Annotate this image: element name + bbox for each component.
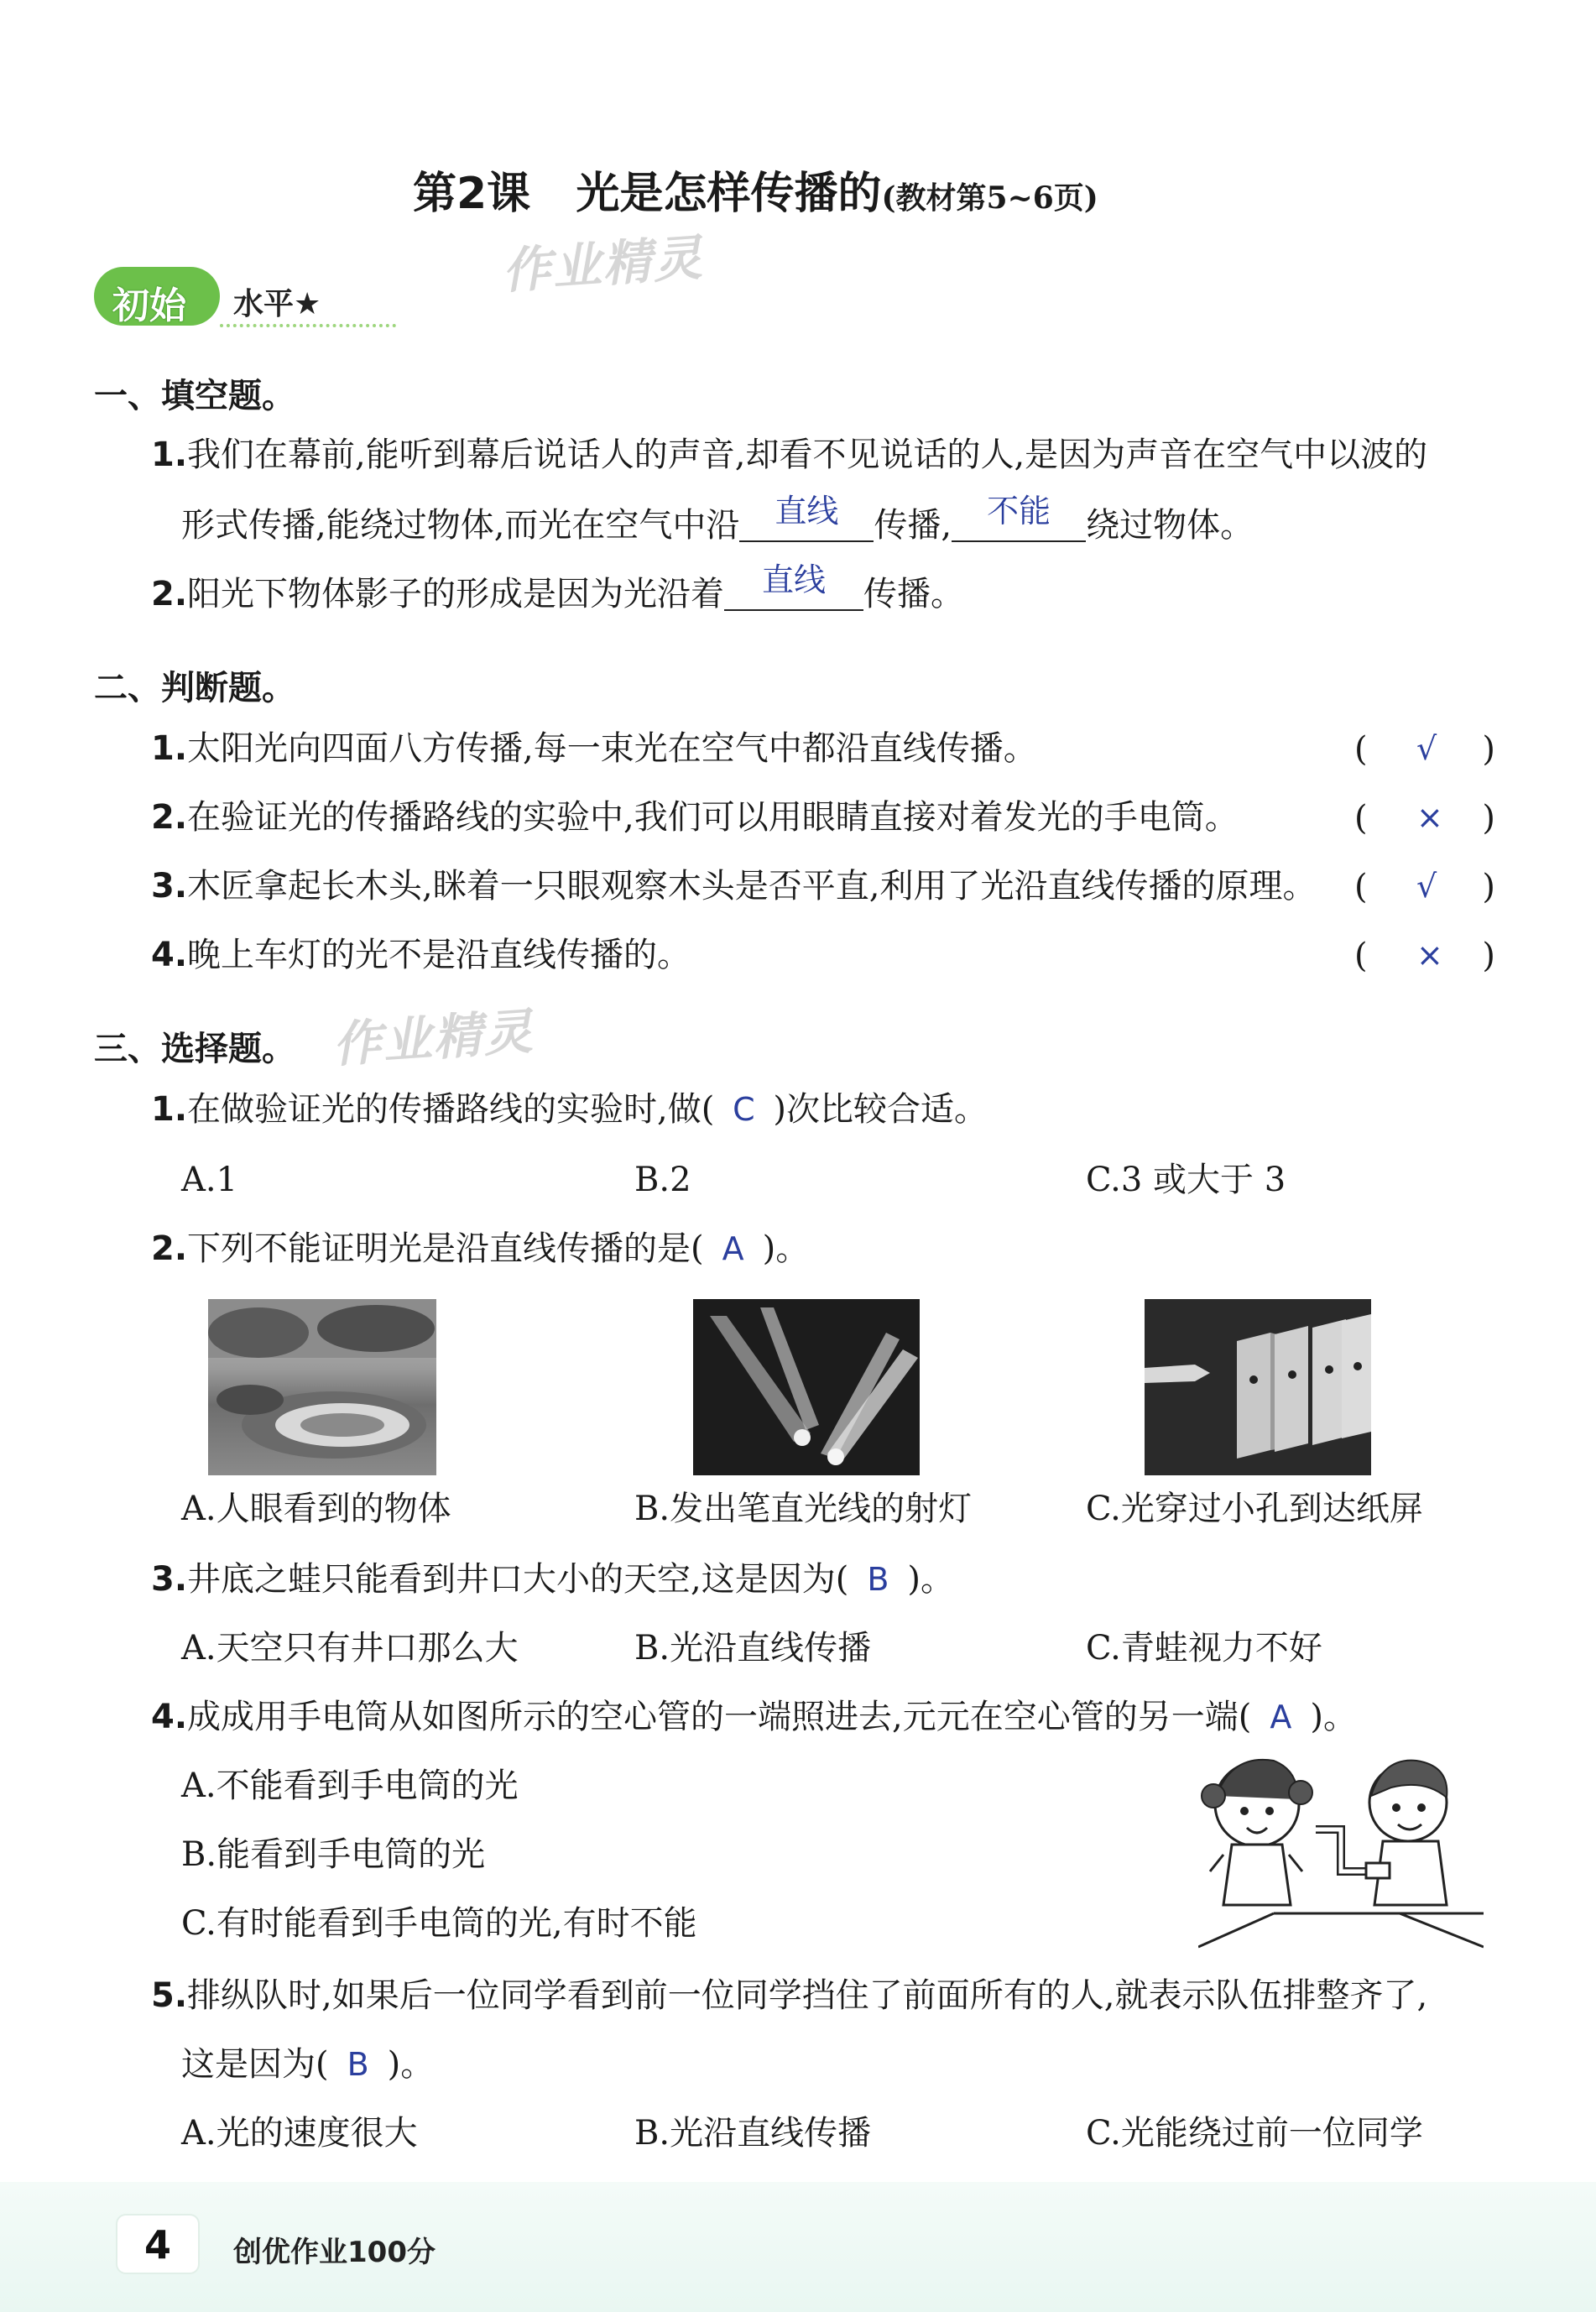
choice-q5-line1: 5.排纵队时,如果后一位同学看到前一位同学挡住了前面所有的人,就表示队伍排整齐了, (151, 1976, 1428, 2015)
choice-option[interactable]: A.不能看到手电筒的光 (181, 1767, 519, 1805)
pinhole-cards-illustration (1145, 1299, 1371, 1475)
choice-option[interactable]: B.发出笔直光线的射灯 (634, 1490, 973, 1528)
choice-q1-answer[interactable]: C (733, 1091, 755, 1128)
choice-option[interactable]: C.青蛙视力不好 (1086, 1629, 1322, 1667)
choice-q1: 1.在做验证光的传播路线的实验时,做( C )次比较合适。 (151, 1090, 988, 1129)
section-choice-heading: 三、选择题。 (94, 1030, 295, 1068)
tf-item: 1.太阳光向四面八方传播,每一束光在空气中都沿直线传播。 (151, 729, 1037, 768)
choice-q5-line2: 这是因为( B )。 (181, 2045, 435, 2084)
choice-option[interactable]: C.光能绕过前一位同学 (1086, 2114, 1423, 2153)
badge-label: 水平★ (233, 287, 321, 321)
choice-q3-answer[interactable]: B (867, 1561, 889, 1598)
spotlight-beams-illustration (693, 1299, 920, 1475)
pinhole-photo (1145, 1299, 1371, 1475)
choice-option[interactable]: B.能看到手电筒的光 (181, 1835, 486, 1874)
choice-q3: 3.井底之蛙只能看到井口大小的天空,这是因为( B )。 (151, 1560, 954, 1599)
watermark-middle: 作业精灵 (331, 1002, 536, 1074)
badge-text: 初始 (112, 284, 186, 327)
fill-q1-line1: 1.我们在幕前,能听到幕后说话人的声音,却看不见说话的人,是因为声音在空气中以波的 (151, 436, 1428, 474)
page-number-box (117, 2215, 198, 2273)
level-badge (94, 267, 396, 327)
choice-q4-answer[interactable]: A (1270, 1699, 1292, 1735)
spotlight-photo (693, 1299, 920, 1475)
garden-illustration (208, 1299, 436, 1475)
tf-item: 2.在验证光的传播路线的实验中,我们可以用眼睛直接对着发光的手电筒。 (151, 798, 1239, 837)
badge-underline (220, 317, 396, 327)
choice-option[interactable]: A.光的速度很大 (181, 2114, 418, 2153)
lesson-source: (教材第5~6页) (881, 180, 1098, 216)
fill-q2: 2.阳光下物体影子的形成是因为光沿着 直线 传播。 (151, 561, 965, 613)
choice-option[interactable]: B.光沿直线传播 (634, 1629, 872, 1667)
book-title: 创优作业100分 (233, 2236, 436, 2269)
choice-q5-answer[interactable]: B (347, 2046, 369, 2083)
choice-option[interactable]: C.光穿过小孔到达纸屏 (1086, 1490, 1423, 1528)
tf-item: 4.晚上车灯的光不是沿直线传播的。 (151, 936, 691, 974)
choice-option[interactable]: A.人眼看到的物体 (181, 1490, 451, 1528)
lesson-number: 第2课 (413, 169, 531, 219)
choice-q4: 4.成成用手电筒从如图所示的空心管的一端照进去,元元在空心管的另一端( A )。 (151, 1698, 1357, 1736)
children-tube-illustration (1198, 1746, 1484, 1955)
choice-option[interactable]: C.有时能看到手电筒的光,有时不能 (181, 1904, 697, 1943)
fill-q1-blank1[interactable]: 直线 (739, 507, 874, 542)
watermark-top: 作业精灵 (500, 228, 706, 300)
lesson-title (413, 158, 1098, 221)
fill-q2-blank[interactable]: 直线 (724, 576, 863, 611)
choice-option[interactable]: C.3 或大于 3 (1086, 1161, 1286, 1199)
fill-q1-line2: 形式传播,能绕过物体,而光在空气中沿 直线 传播, 不能 绕过物体。 (181, 493, 1254, 545)
choice-option[interactable]: A.1 (181, 1161, 238, 1199)
section-fill-blank-heading: 一、填空题。 (94, 377, 295, 415)
choice-option[interactable]: B.光沿直线传播 (634, 2114, 872, 2153)
children-drawing (1198, 1746, 1484, 1955)
tf-item: 3.木匠拿起长木头,眯着一只眼观察木头是否平直,利用了光沿直线传播的原理。 (151, 867, 1317, 905)
choice-q2-answer[interactable]: A (722, 1230, 744, 1267)
choice-option[interactable]: B.2 (634, 1161, 691, 1199)
fill-q1-blank2[interactable]: 不能 (952, 507, 1086, 542)
section-true-false-heading: 二、判断题。 (94, 669, 295, 707)
choice-q2: 2.下列不能证明光是沿直线传播的是( A )。 (151, 1229, 810, 1268)
choice-option[interactable]: A.天空只有井口那么大 (181, 1629, 519, 1667)
lesson-name: 光是怎样传播的 (576, 169, 882, 219)
page-number: 4 (143, 2222, 171, 2268)
garden-photo (208, 1299, 436, 1475)
